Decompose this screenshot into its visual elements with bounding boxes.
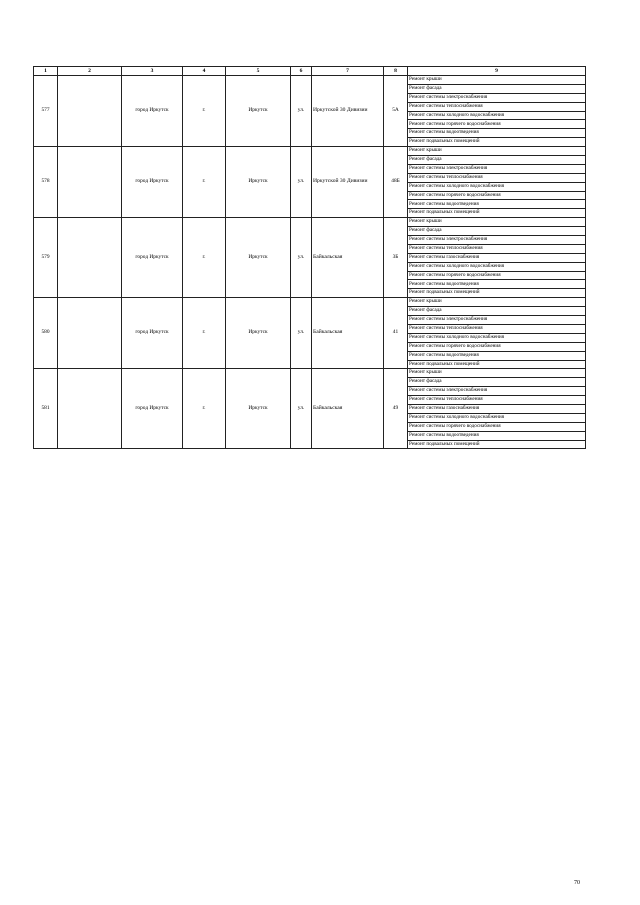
- col-header-5: 5: [226, 67, 291, 76]
- street-type: ул.: [291, 147, 312, 218]
- work-item: Ремонт системы электроснабжения: [408, 93, 586, 102]
- work-item: Ремонт крыши: [408, 298, 586, 307]
- street-type: ул.: [291, 76, 312, 147]
- work-item: Ремонт фасада: [408, 84, 586, 93]
- table-row: [34, 218, 586, 227]
- settlement-type: г.: [183, 76, 226, 147]
- table-row: [34, 147, 586, 156]
- settlement-name: Иркутск: [226, 218, 291, 298]
- row-number: 577: [34, 76, 58, 147]
- table-row: [34, 298, 586, 307]
- page-number: 70: [574, 880, 580, 886]
- work-item: Ремонт системы водоотведения: [408, 280, 586, 289]
- house-number: 41: [384, 298, 408, 369]
- work-item: Ремонт системы электроснабжения: [408, 387, 586, 396]
- settlement-name: Иркутск: [226, 369, 291, 449]
- table-row: [34, 369, 586, 378]
- work-item: Ремонт системы холодного водоснабжения: [408, 262, 586, 271]
- col-header-2: 2: [58, 67, 122, 76]
- repair-register-table: [33, 66, 586, 449]
- work-item: Ремонт системы электроснабжения: [408, 316, 586, 325]
- work-item: Ремонт системы водоотведения: [408, 200, 586, 209]
- house-number: 49: [384, 369, 408, 449]
- work-item: Ремонт системы водоотведения: [408, 431, 586, 440]
- work-item: Ремонт системы теплоснабжения: [408, 396, 586, 405]
- row-col2: [58, 218, 122, 298]
- col-header-4: 4: [183, 67, 226, 76]
- municipality: город Иркутск: [122, 218, 183, 298]
- work-item: Ремонт фасада: [408, 307, 586, 316]
- col-header-8: 8: [384, 67, 408, 76]
- work-item: Ремонт системы газоснабжения: [408, 253, 586, 262]
- street-name: Байкальская: [312, 218, 384, 298]
- row-number: 580: [34, 298, 58, 369]
- street-name: Иркутской 30 Дивизии: [312, 76, 384, 147]
- settlement-type: г.: [183, 218, 226, 298]
- work-item: Ремонт системы горячего водоснабжения: [408, 422, 586, 431]
- work-item: Ремонт системы теплоснабжения: [408, 102, 586, 111]
- house-number: 48Б: [384, 147, 408, 218]
- work-item: Ремонт системы теплоснабжения: [408, 324, 586, 333]
- header-row: [34, 67, 586, 76]
- settlement-type: г.: [183, 369, 226, 449]
- work-item: Ремонт системы горячего водоснабжения: [408, 342, 586, 351]
- work-item: Ремонт системы холодного водоснабжения: [408, 111, 586, 120]
- row-col2: [58, 76, 122, 147]
- house-number: 5А: [384, 76, 408, 147]
- col-header-1: 1: [34, 67, 58, 76]
- work-item: Ремонт системы горячего водоснабжения: [408, 271, 586, 280]
- work-item: Ремонт системы электроснабжения: [408, 164, 586, 173]
- row-col2: [58, 147, 122, 218]
- work-item: Ремонт крыши: [408, 369, 586, 378]
- work-item: Ремонт крыши: [408, 218, 586, 227]
- row-col2: [58, 369, 122, 449]
- col-header-9: 9: [408, 67, 586, 76]
- work-item: Ремонт подвальных помещений: [408, 209, 586, 218]
- settlement-type: г.: [183, 147, 226, 218]
- col-header-3: 3: [122, 67, 183, 76]
- work-item: Ремонт фасада: [408, 156, 586, 165]
- work-item: Ремонт крыши: [408, 147, 586, 156]
- work-item: Ремонт системы горячего водоснабжения: [408, 191, 586, 200]
- row-number: 578: [34, 147, 58, 218]
- street-type: ул.: [291, 369, 312, 449]
- work-item: Ремонт подвальных помещений: [408, 440, 586, 449]
- work-item: Ремонт фасада: [408, 227, 586, 236]
- municipality: город Иркутск: [122, 298, 183, 369]
- street-type: ул.: [291, 298, 312, 369]
- settlement-type: г.: [183, 298, 226, 369]
- row-number: 581: [34, 369, 58, 449]
- settlement-name: Иркутск: [226, 298, 291, 369]
- work-item: Ремонт системы электроснабжения: [408, 236, 586, 245]
- settlement-name: Иркутск: [226, 147, 291, 218]
- row-col2: [58, 298, 122, 369]
- work-item: Ремонт системы теплоснабжения: [408, 244, 586, 253]
- work-item: Ремонт подвальных помещений: [408, 360, 586, 369]
- work-item: Ремонт подвальных помещений: [408, 289, 586, 298]
- street-name: Иркутской 30 Дивизии: [312, 147, 384, 218]
- table-row: [34, 76, 586, 85]
- street-type: ул.: [291, 218, 312, 298]
- work-item: Ремонт системы горячего водоснабжения: [408, 120, 586, 129]
- municipality: город Иркутск: [122, 147, 183, 218]
- municipality: город Иркутск: [122, 76, 183, 147]
- work-item: Ремонт системы теплоснабжения: [408, 173, 586, 182]
- row-number: 579: [34, 218, 58, 298]
- work-item: Ремонт системы водоотведения: [408, 351, 586, 360]
- house-number: 3Б: [384, 218, 408, 298]
- settlement-name: Иркутск: [226, 76, 291, 147]
- municipality: город Иркутск: [122, 369, 183, 449]
- work-item: Ремонт крыши: [408, 76, 586, 85]
- col-header-6: 6: [291, 67, 312, 76]
- work-item: Ремонт системы холодного водоснабжения: [408, 333, 586, 342]
- street-name: Байкальская: [312, 298, 384, 369]
- work-item: Ремонт системы холодного водоснабжения: [408, 413, 586, 422]
- street-name: Байкальская: [312, 369, 384, 449]
- work-item: Ремонт системы холодного водоснабжения: [408, 182, 586, 191]
- work-item: Ремонт системы водоотведения: [408, 129, 586, 138]
- work-item: Ремонт подвальных помещений: [408, 138, 586, 147]
- work-item: Ремонт фасада: [408, 378, 586, 387]
- col-header-7: 7: [312, 67, 384, 76]
- work-item: Ремонт системы газоснабжения: [408, 404, 586, 413]
